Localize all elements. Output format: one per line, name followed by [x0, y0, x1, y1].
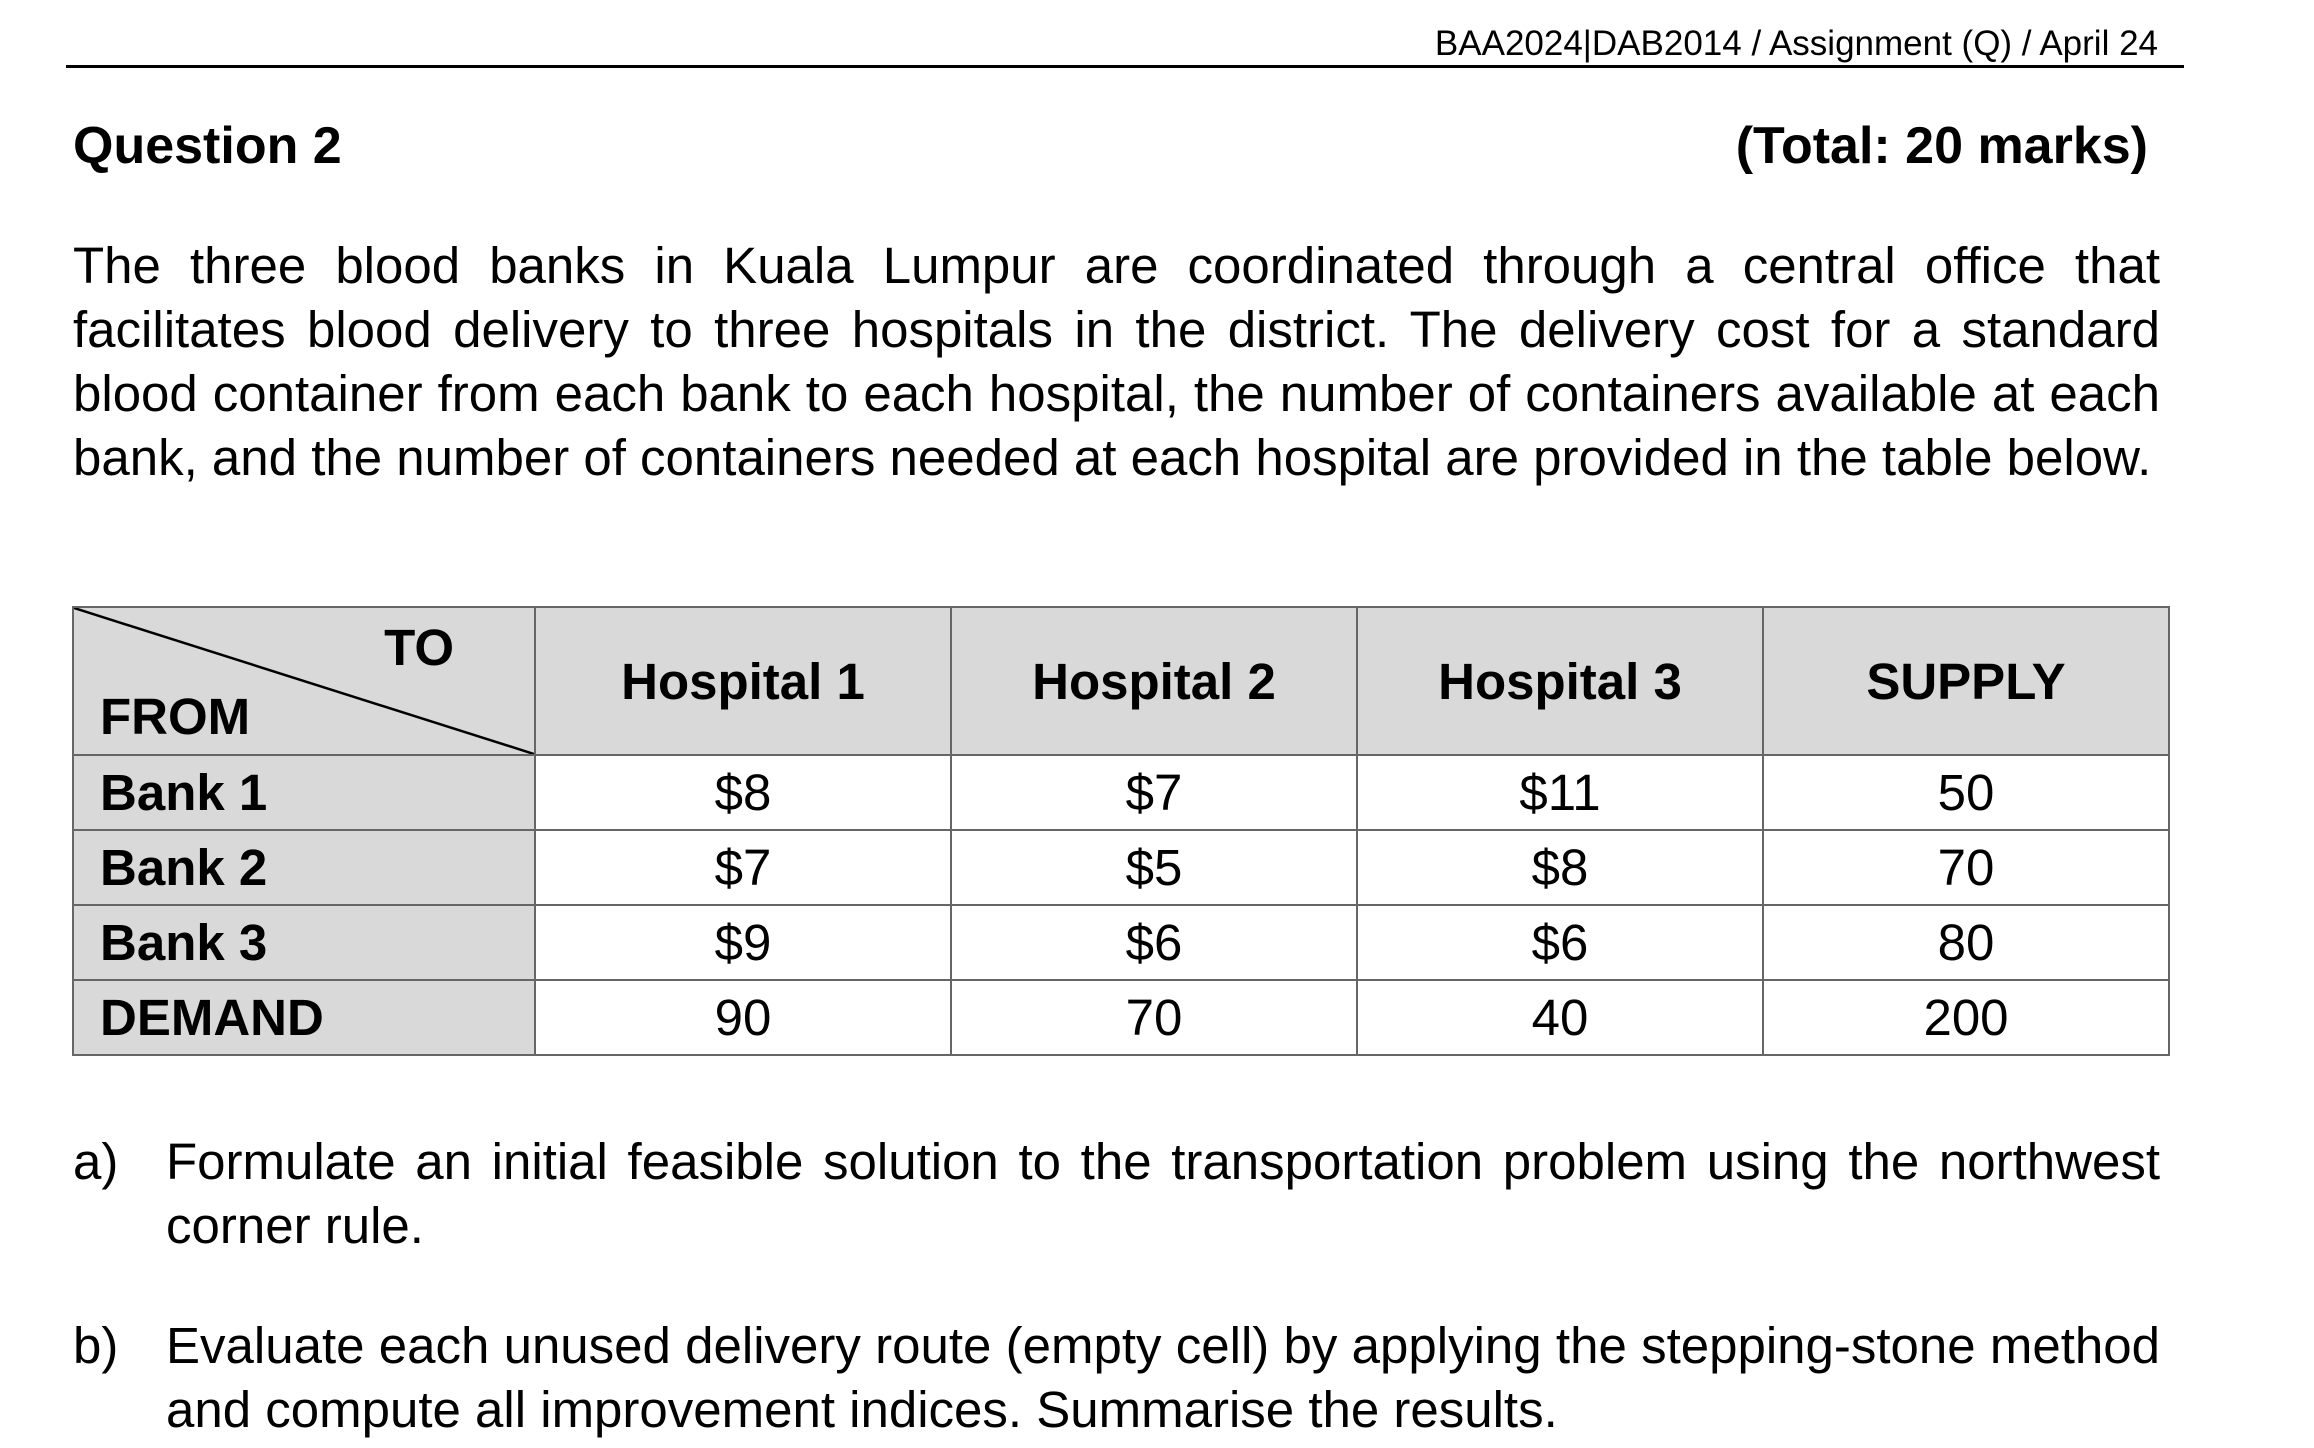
table-cell: 70 [951, 980, 1357, 1055]
table-cell: $6 [951, 905, 1357, 980]
column-header-supply: SUPPLY [1763, 607, 2169, 755]
sub-question-b-text: Evaluate each unused delivery route (empty cell) by applying the stepping-stone method and compute all improvement indices. Summarise the results. [166, 1317, 2160, 1438]
cost-table [72, 606, 2170, 1056]
table-row [73, 980, 2169, 1055]
corner-from-label: FROM [100, 688, 251, 745]
table-cell: $11 [1357, 755, 1763, 830]
table-header-row [73, 607, 2169, 755]
table-row [73, 830, 2169, 905]
table-cell: $9 [535, 905, 951, 980]
table-cell: 200 [1763, 980, 2169, 1055]
table-row [73, 755, 2169, 830]
sub-question-b [73, 1314, 2160, 1442]
table-cell: 70 [1763, 830, 2169, 905]
row-header-bank-1: Bank 1 [73, 755, 535, 830]
sub-question-a-label: a) [73, 1133, 119, 1190]
table-cell: 50 [1763, 755, 2169, 830]
table-cell: $6 [1357, 905, 1763, 980]
question-title: Question 2 [73, 117, 342, 175]
row-header-bank-2: Bank 2 [73, 830, 535, 905]
row-header-demand: DEMAND [73, 980, 535, 1055]
sub-question-a [73, 1130, 2160, 1258]
table-cell: $5 [951, 830, 1357, 905]
table-cell: 80 [1763, 905, 2169, 980]
table-cell: $8 [1357, 830, 1763, 905]
sub-question-a-text: Formulate an initial feasible solution to the transportation problem using the northwest corner rule. [166, 1133, 2160, 1254]
row-header-bank-3: Bank 3 [73, 905, 535, 980]
question-intro: The three blood banks in Kuala Lumpur are coordinated through a central office that facilitates blood delivery to three hospitals in the district. The delivery cost for a standard blood container from each bank to each hospital, the number of containers available at each bank, and the number of containers needed at each hospital are provided in the table below. [73, 237, 2160, 486]
column-header-hospital-1: Hospital 1 [535, 607, 951, 755]
question-total-marks: (Total: 20 marks) [1735, 117, 2148, 175]
table-cell: 90 [535, 980, 951, 1055]
table-corner-cell [73, 607, 535, 755]
column-header-hospital-3: Hospital 3 [1357, 607, 1763, 755]
corner-to-label: TO [384, 619, 454, 676]
table-cell: $7 [951, 755, 1357, 830]
table-row [73, 905, 2169, 980]
table-cell: 40 [1357, 980, 1763, 1055]
page-header [66, 10, 2184, 68]
column-header-hospital-2: Hospital 2 [951, 607, 1357, 755]
table-cell: $8 [535, 755, 951, 830]
table-cell: $7 [535, 830, 951, 905]
header-text: BAA2024|DAB2014 / Assignment (Q) / April 24 [1434, 24, 2158, 63]
sub-question-b-label: b) [73, 1317, 119, 1374]
